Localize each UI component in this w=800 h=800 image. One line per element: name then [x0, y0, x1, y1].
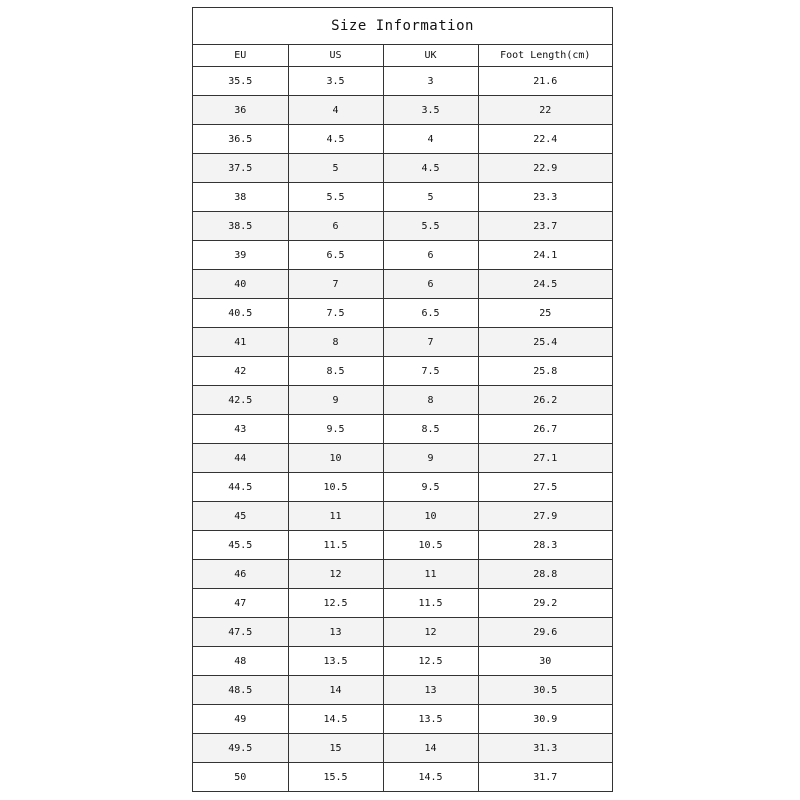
table-row	[193, 589, 612, 618]
cell-foot-length: 22.4	[478, 125, 612, 154]
cell-uk: 10.5	[383, 531, 478, 560]
cell-eu: 49	[193, 705, 288, 734]
header-row	[193, 45, 612, 67]
cell-foot-length: 30.5	[478, 676, 612, 705]
cell-us: 13	[288, 618, 383, 647]
table-row	[193, 357, 612, 386]
table-row	[193, 531, 612, 560]
cell-uk: 11	[383, 560, 478, 589]
cell-uk: 11.5	[383, 589, 478, 618]
cell-foot-length: 29.6	[478, 618, 612, 647]
table-row	[193, 241, 612, 270]
cell-eu: 38.5	[193, 212, 288, 241]
table-row	[193, 67, 612, 96]
cell-foot-length: 31.3	[478, 734, 612, 763]
table-row	[193, 328, 612, 357]
cell-uk: 14.5	[383, 763, 478, 792]
cell-eu: 37.5	[193, 154, 288, 183]
cell-us: 10	[288, 444, 383, 473]
table-row	[193, 96, 612, 125]
cell-uk: 4	[383, 125, 478, 154]
cell-foot-length: 26.2	[478, 386, 612, 415]
cell-us: 5.5	[288, 183, 383, 212]
cell-us: 14	[288, 676, 383, 705]
cell-uk: 8	[383, 386, 478, 415]
cell-us: 11.5	[288, 531, 383, 560]
cell-uk: 12	[383, 618, 478, 647]
cell-eu: 46	[193, 560, 288, 589]
cell-us: 4	[288, 96, 383, 125]
table-row	[193, 154, 612, 183]
cell-eu: 36.5	[193, 125, 288, 154]
cell-eu: 39	[193, 241, 288, 270]
cell-us: 8.5	[288, 357, 383, 386]
cell-eu: 50	[193, 763, 288, 792]
size-table	[193, 45, 612, 791]
cell-us: 7	[288, 270, 383, 299]
cell-eu: 41	[193, 328, 288, 357]
header-eu: EU	[193, 45, 288, 67]
cell-foot-length: 24.1	[478, 241, 612, 270]
cell-eu: 44.5	[193, 473, 288, 502]
cell-foot-length: 26.7	[478, 415, 612, 444]
cell-us: 12.5	[288, 589, 383, 618]
cell-uk: 4.5	[383, 154, 478, 183]
table-row	[193, 415, 612, 444]
cell-uk: 14	[383, 734, 478, 763]
cell-us: 6	[288, 212, 383, 241]
table-row	[193, 183, 612, 212]
cell-foot-length: 29.2	[478, 589, 612, 618]
cell-eu: 42	[193, 357, 288, 386]
cell-eu: 44	[193, 444, 288, 473]
cell-foot-length: 27.1	[478, 444, 612, 473]
cell-us: 11	[288, 502, 383, 531]
cell-foot-length: 23.3	[478, 183, 612, 212]
cell-eu: 35.5	[193, 67, 288, 96]
table-row	[193, 444, 612, 473]
cell-foot-length: 27.5	[478, 473, 612, 502]
cell-eu: 40.5	[193, 299, 288, 328]
cell-us: 4.5	[288, 125, 383, 154]
cell-uk: 6	[383, 241, 478, 270]
cell-uk: 7.5	[383, 357, 478, 386]
cell-eu: 38	[193, 183, 288, 212]
cell-foot-length: 25.4	[478, 328, 612, 357]
table-row	[193, 502, 612, 531]
table-row	[193, 270, 612, 299]
cell-uk: 3	[383, 67, 478, 96]
cell-us: 10.5	[288, 473, 383, 502]
cell-foot-length: 22.9	[478, 154, 612, 183]
cell-uk: 6	[383, 270, 478, 299]
cell-us: 7.5	[288, 299, 383, 328]
chart-title: Size Information	[193, 8, 612, 45]
cell-uk: 9.5	[383, 473, 478, 502]
table-row	[193, 647, 612, 676]
cell-eu: 36	[193, 96, 288, 125]
cell-us: 13.5	[288, 647, 383, 676]
cell-foot-length: 28.3	[478, 531, 612, 560]
cell-us: 15	[288, 734, 383, 763]
cell-eu: 47	[193, 589, 288, 618]
cell-foot-length: 31.7	[478, 763, 612, 792]
cell-foot-length: 23.7	[478, 212, 612, 241]
table-row	[193, 763, 612, 792]
cell-eu: 48	[193, 647, 288, 676]
table-row	[193, 299, 612, 328]
cell-eu: 48.5	[193, 676, 288, 705]
cell-us: 12	[288, 560, 383, 589]
table-row	[193, 734, 612, 763]
cell-us: 8	[288, 328, 383, 357]
cell-uk: 10	[383, 502, 478, 531]
cell-eu: 43	[193, 415, 288, 444]
table-row	[193, 560, 612, 589]
cell-uk: 6.5	[383, 299, 478, 328]
cell-uk: 8.5	[383, 415, 478, 444]
cell-us: 9	[288, 386, 383, 415]
table-row	[193, 473, 612, 502]
cell-uk: 9	[383, 444, 478, 473]
cell-uk: 3.5	[383, 96, 478, 125]
table-row	[193, 676, 612, 705]
cell-foot-length: 25.8	[478, 357, 612, 386]
cell-us: 3.5	[288, 67, 383, 96]
cell-eu: 47.5	[193, 618, 288, 647]
cell-foot-length: 28.8	[478, 560, 612, 589]
table-row	[193, 618, 612, 647]
table-row	[193, 125, 612, 154]
cell-us: 15.5	[288, 763, 383, 792]
cell-foot-length: 24.5	[478, 270, 612, 299]
cell-eu: 45.5	[193, 531, 288, 560]
cell-eu: 49.5	[193, 734, 288, 763]
header-uk: UK	[383, 45, 478, 67]
header-us: US	[288, 45, 383, 67]
cell-foot-length: 21.6	[478, 67, 612, 96]
table-row	[193, 212, 612, 241]
cell-uk: 5	[383, 183, 478, 212]
cell-foot-length: 27.9	[478, 502, 612, 531]
table-row	[193, 705, 612, 734]
table-row	[193, 386, 612, 415]
cell-uk: 5.5	[383, 212, 478, 241]
cell-eu: 40	[193, 270, 288, 299]
cell-us: 14.5	[288, 705, 383, 734]
cell-uk: 12.5	[383, 647, 478, 676]
cell-uk: 7	[383, 328, 478, 357]
cell-us: 6.5	[288, 241, 383, 270]
cell-uk: 13.5	[383, 705, 478, 734]
cell-eu: 45	[193, 502, 288, 531]
cell-foot-length: 30.9	[478, 705, 612, 734]
size-chart	[192, 7, 613, 792]
cell-foot-length: 22	[478, 96, 612, 125]
header-foot-length: Foot Length(cm)	[478, 45, 612, 67]
cell-foot-length: 30	[478, 647, 612, 676]
cell-us: 9.5	[288, 415, 383, 444]
cell-eu: 42.5	[193, 386, 288, 415]
cell-foot-length: 25	[478, 299, 612, 328]
cell-us: 5	[288, 154, 383, 183]
cell-uk: 13	[383, 676, 478, 705]
